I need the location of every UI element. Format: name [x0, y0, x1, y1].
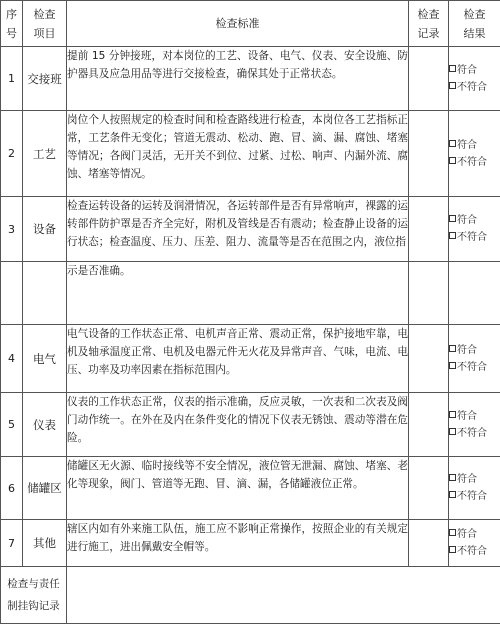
row-item: 电气	[23, 325, 67, 393]
result-cell	[449, 47, 500, 111]
fail-option[interactable]: 不符合	[449, 229, 500, 246]
row-item: 工艺	[23, 111, 67, 197]
row-standard: 岗位个人按照规定的检查时间和检查路线进行检查，本岗位各工艺指标正常，工艺条件无变化；管道无震动、松动、跑、冒、滴、漏、腐蚀、堵塞等情况；各阀门灵活，无开关不到位、过紧、过松、响声、内漏外流、腐蚀、堵塞等情况。	[67, 111, 409, 197]
header-row	[1, 1, 500, 47]
table-row	[1, 197, 500, 262]
result-cell	[449, 393, 500, 457]
row-index: 6	[1, 457, 23, 520]
row-index: 4	[1, 325, 23, 393]
pass-option[interactable]: 符合	[449, 471, 500, 488]
row-item: 其他	[23, 520, 67, 567]
row-index: 7	[1, 520, 23, 567]
pass-option[interactable]: 符合	[449, 62, 500, 79]
checkbox-icon	[449, 82, 456, 89]
footer-record-area[interactable]	[67, 567, 500, 624]
row-index: 3	[1, 197, 23, 262]
checkbox-icon	[449, 529, 456, 536]
table-row-continuation	[1, 262, 500, 325]
table-row	[1, 393, 500, 457]
header-index: 序 号	[1, 1, 23, 47]
header-standard: 检查标准	[67, 1, 409, 47]
footer-row	[1, 567, 500, 624]
fail-option[interactable]: 不符合	[449, 359, 500, 376]
record-cell[interactable]	[409, 262, 449, 325]
pass-option[interactable]: 符合	[449, 212, 500, 229]
row-index: 2	[1, 111, 23, 197]
fail-option[interactable]: 不符合	[449, 425, 500, 442]
result-cell	[449, 520, 500, 567]
row-item: 设备	[23, 197, 67, 262]
result-cell	[449, 262, 500, 325]
checkbox-icon	[449, 474, 456, 481]
record-cell[interactable]	[409, 520, 449, 567]
footer-label: 检查与责任 制挂钩记录	[1, 567, 67, 624]
result-cell	[449, 197, 500, 262]
fail-option[interactable]: 不符合	[449, 488, 500, 505]
result-cell	[449, 325, 500, 393]
row-item: 交接班	[23, 47, 67, 111]
row-standard: 辖区内如有外来施工队伍，施工应不影响正常操作，按照企业的有关规定进行施工，进出佩戴安全帽等。	[67, 520, 409, 567]
pass-option[interactable]: 符合	[449, 137, 500, 154]
checkbox-icon	[449, 345, 456, 352]
checkbox-icon	[449, 362, 456, 369]
row-standard-continued: 示是否准确。	[67, 262, 409, 325]
result-cell	[449, 457, 500, 520]
record-cell[interactable]	[409, 197, 449, 262]
header-result: 检查 结果	[449, 1, 500, 47]
record-cell[interactable]	[409, 47, 449, 111]
header-item: 检查 项目	[23, 1, 67, 47]
row-standard: 电气设备的工作状态正常、电机声音正常、震动正常，保护接地牢靠，电机及轴承温度正常、电机及电器元件无火花及异常声音、气味，电流、电压、功率及功率因素在指标范围内。	[67, 325, 409, 393]
row-index	[1, 262, 23, 325]
table-row	[1, 111, 500, 197]
table-row	[1, 520, 500, 567]
checkbox-icon	[449, 215, 456, 222]
row-item: 储罐区	[23, 457, 67, 520]
result-cell	[449, 111, 500, 197]
fail-option[interactable]: 不符合	[449, 154, 500, 171]
record-cell[interactable]	[409, 111, 449, 197]
row-standard: 储罐区无火源、临时接线等不安全情况，液位管无泄漏、腐蚀、堵塞、老化等现象，阀门、管道等无跑、冒、滴、漏，各储罐液位正常。	[67, 457, 409, 520]
pass-option[interactable]: 符合	[449, 526, 500, 543]
row-standard: 检查运转设备的运转及润滑情况，各运转部件是否有异常响声，裸露的运转部件防护罩是否齐全完好，附机及管线是否有震动；检查静止设备的运行状态；检查温度、压力、压差、阻力、流量等是否在范围之内，液位指	[67, 197, 409, 262]
row-index: 1	[1, 47, 23, 111]
record-cell[interactable]	[409, 325, 449, 393]
row-standard: 提前 15 分钟接班，对本岗位的工艺、设备、电气、仪表、安全设施、防护器具及应急用品等进行交接检查，确保其处于正常状态。	[67, 47, 409, 111]
row-standard: 仪表的工作状态正常，仪表的指示准确，反应灵敏，一次表和二次表及阀门动作统一。在外在及内在条件变化的情况下仪表无锈蚀、震动等潜在危险。	[67, 393, 409, 457]
checkbox-icon	[449, 140, 456, 147]
checkbox-icon	[449, 428, 456, 435]
checkbox-icon	[449, 491, 456, 498]
header-record: 检查 记录	[409, 1, 449, 47]
table-row	[1, 47, 500, 111]
pass-option[interactable]: 符合	[449, 408, 500, 425]
fail-option[interactable]: 不符合	[449, 543, 500, 560]
fail-option[interactable]: 不符合	[449, 79, 500, 96]
pass-option[interactable]: 符合	[449, 342, 500, 359]
row-item	[23, 262, 67, 325]
row-item: 仪表	[23, 393, 67, 457]
checkbox-icon	[449, 546, 456, 553]
record-cell[interactable]	[409, 457, 449, 520]
table-row	[1, 457, 500, 520]
checkbox-icon	[449, 411, 456, 418]
table-row	[1, 325, 500, 393]
checkbox-icon	[449, 157, 456, 164]
checkbox-icon	[449, 232, 456, 239]
row-index: 5	[1, 393, 23, 457]
record-cell[interactable]	[409, 393, 449, 457]
checkbox-icon	[449, 65, 456, 72]
